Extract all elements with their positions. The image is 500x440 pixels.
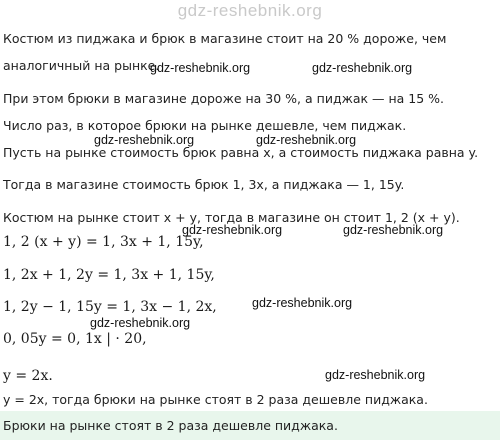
watermark-top: gdz-reshebnik.org [177, 1, 323, 20]
watermark: gdz-reshebnik.org [312, 61, 413, 75]
conclusion-line: y = 2x, тогда брюки на рынке стоят в 2 раза дешевле пиджака. [3, 392, 428, 407]
text-line-2: аналогичный на рынке. [3, 58, 160, 73]
watermark: gdz-reshebnik.org [182, 223, 283, 237]
text-line-3: При этом брюки в магазине дороже на 30 %, а пиджак — на 15 %. [3, 91, 445, 106]
watermark: gdz-reshebnik.org [252, 296, 353, 310]
equation-4: 0, 05y = 0, 1x | · 20, [3, 331, 147, 347]
text-line-5: Пусть на рынке стоимость брюк равна x, а стоимость пиджака равна y. [3, 145, 479, 160]
watermark: gdz-reshebnik.org [94, 133, 195, 147]
answer-text: Брюки на рынке стоят в 2 раза дешевле пиджака. [3, 418, 338, 433]
text-line-6: Тогда в магазине стоимость брюк 1, 3x, а пиджака — 1, 15y. [3, 177, 405, 192]
watermark: gdz-reshebnik.org [343, 223, 444, 237]
watermark: gdz-reshebnik.org [150, 61, 251, 75]
equation-2: 1, 2x + 1, 2y = 1, 3x + 1, 15y, [3, 267, 215, 283]
equation-3: 1, 2y − 1, 15y = 1, 3x − 1, 2x, [3, 299, 217, 315]
watermark: gdz-reshebnik.org [90, 316, 191, 330]
text-line-1: Костюм из пиджака и брюк в магазине стоит на 20 % дороже, чем [3, 31, 447, 46]
text-line-4: Число раз, в которое брюки на рынке дешевле, чем пиджак. [3, 118, 407, 133]
equation-1: 1, 2 (x + y) = 1, 3x + 1, 15y, [3, 234, 204, 250]
watermark: gdz-reshebnik.org [256, 133, 357, 147]
watermark: gdz-reshebnik.org [325, 368, 426, 382]
text-line-7: Костюм на рынке стоит x + y, тогда в магазине он стоит 1, 2 (x + y). [3, 210, 460, 225]
equation-5: y = 2x. [3, 368, 53, 384]
